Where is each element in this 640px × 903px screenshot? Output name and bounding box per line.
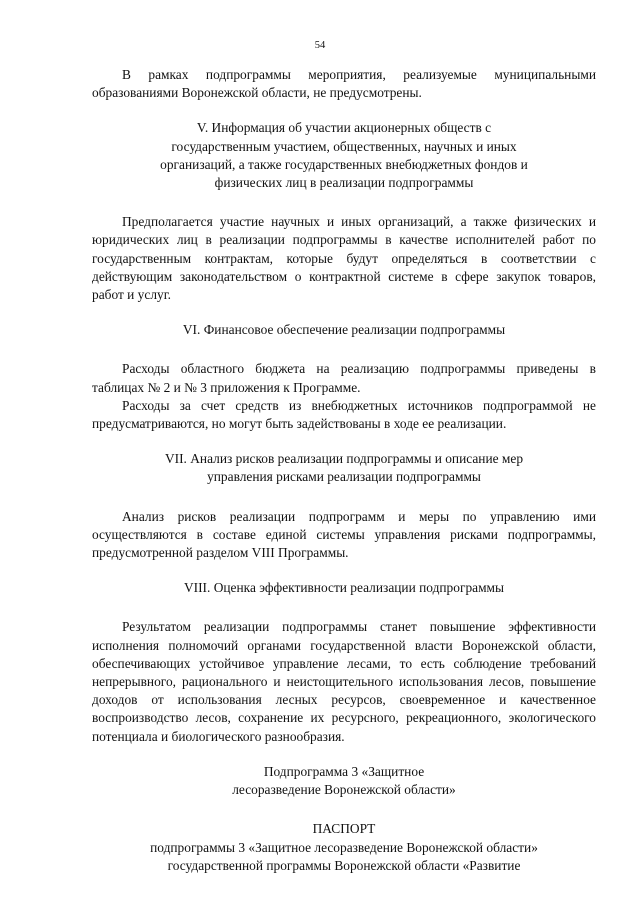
- subprogram-3-title-line-2: лесоразведение Воронежской области»: [232, 782, 456, 798]
- subprogram-3-title: [92, 763, 596, 799]
- passport-subtitle-line-1: подпрограммы 3 «Защитное лесоразведение Воронежской области»: [150, 839, 538, 855]
- paragraph-budget-expenses: Расходы областного бюджета на реализацию подпрограммы приведены в таблицах № 2 и № 3 приложения к Программе.: [92, 361, 596, 395]
- paragraph-participation: Предполагается участие научных и иных организаций, а также физических и юридических лиц в реализации подпрограммы в качестве исполнителей работ по государственным контрактам, которые будут определяться в соответствии с действующим законодательством о контрактной системе в сфере закупок товаров, работ и услуг.: [92, 214, 596, 303]
- section-v-heading-line-2: государственным участием, общественных, научных и иных: [171, 138, 517, 154]
- page-number: 54: [314, 40, 326, 51]
- page-content: [92, 66, 596, 875]
- passport-title: ПАСПОРТ: [312, 821, 376, 837]
- section-v-heading-line-4: физических лиц в реализации подпрограммы: [214, 175, 474, 191]
- section-vi-heading: VI. Финансовое обеспечение реализации подпрограммы: [182, 322, 506, 338]
- section-vii-heading: [92, 450, 596, 486]
- section-v-heading: [92, 119, 596, 192]
- passport-subtitle-line-2: государственной программы Воронежской области «Развитие: [167, 857, 521, 873]
- paragraph-risk-analysis: Анализ рисков реализации подпрограмм и меры по управлению ими осуществляются в составе единой системы управления рисками подпрограммы, предусмотренной разделом VIII Программы.: [92, 508, 596, 561]
- section-vii-heading-line-1: VII. Анализ рисков реализации подпрограммы и описание мер: [164, 451, 524, 467]
- section-viii-heading: VIII. Оценка эффективности реализации подпрограммы: [183, 580, 505, 596]
- section-v-heading-line-1: V. Информация об участии акционерных обществ с: [196, 120, 492, 136]
- passport-subtitle: [92, 839, 596, 875]
- paragraph-municipal: В рамках подпрограммы мероприятия, реализуемые муниципальными образованиями Воронежской области, не предусмотрены.: [92, 67, 596, 101]
- paragraph-extrabudgetary: Расходы за счет средств из внебюджетных источников подпрограммой не предусматриваются, но могут быть задействованы в ходе ее реализации.: [92, 397, 596, 432]
- subprogram-3-title-line-1: Подпрограмма 3 «Защитное: [263, 763, 425, 779]
- section-vii-heading-line-2: управления рисками реализации подпрограммы: [207, 469, 481, 485]
- paragraph-efficiency: Результатом реализации подпрограммы станет повышение эффективности исполнения полномочий органами государственной власти Воронежской области, обеспечивающих устойчивое управление лесами, то есть соблюдение требований непрерывного, рационального и неистощительного использования лесов, повышение доходов от использования лесных ресурсов, своевременное и качественное воспроизводство лесов, сохранение их ресурсного, рекреационного, экологического потенциала и биологического разнообразия.: [92, 619, 596, 744]
- section-v-heading-line-3: организаций, а также государственных внебюджетных фондов и: [160, 156, 528, 172]
